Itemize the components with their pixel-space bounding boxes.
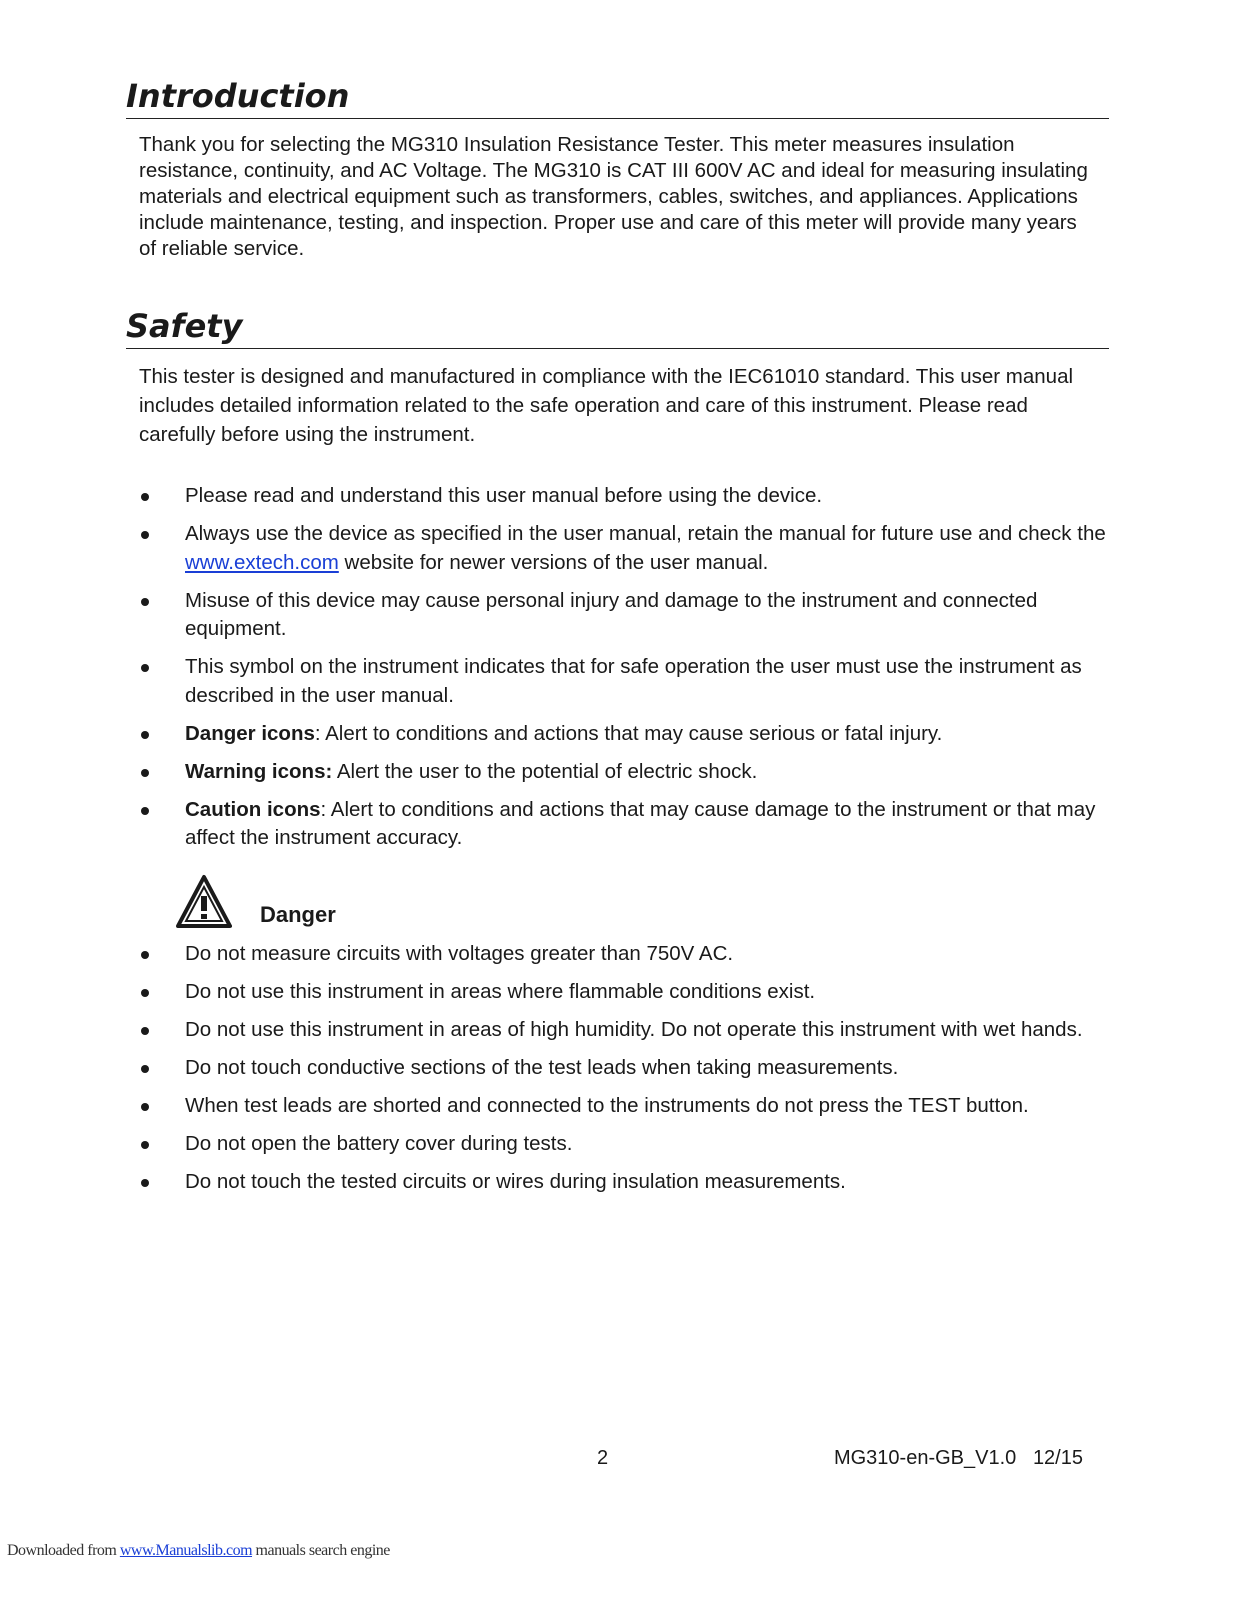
bullet-dot (141, 951, 149, 959)
list-item: Danger icons: Alert to conditions and actions that may cause serious or fatal injury. (0, 720, 1237, 749)
list-item: When test leads are shorted and connected to the instruments do not press the TEST button. (0, 1092, 1237, 1121)
safety-paragraph: This tester is designed and manufactured in compliance with the IEC61010 standard. This user manual includes detailed information related to the safe operation and care of this instrument. Please read carefully before using the instrument. (139, 365, 1074, 446)
list-item: This symbol on the instrument indicates that for safe operation the user must use the instrument as described in the user manual. (0, 653, 1237, 710)
extech-website-link[interactable]: www.extech.com (185, 550, 339, 574)
bullet-dot (141, 989, 149, 997)
warning-triangle-icon (176, 874, 232, 930)
safety-bullet-list (0, 482, 1237, 862)
list-item: Do not measure circuits with voltages greater than 750V AC. (0, 940, 1237, 969)
list-item: Always use the device as specified in the user manual, retain the manual for future use and check the www.extech.com website for newer versions of the user manual. (0, 520, 1237, 577)
bullet-dot (141, 1141, 149, 1149)
manualslib-link[interactable]: www.Manualslib.com (119, 1542, 253, 1559)
bullet-dot (141, 1103, 149, 1111)
list-item: Warning icons: Alert the user to the potential of electric shock. (0, 758, 1237, 787)
list-item: Misuse of this device may cause personal injury and damage to the instrument and connected equipment. (0, 587, 1237, 644)
bullet-dot (141, 807, 149, 815)
bullet-dot (141, 1065, 149, 1073)
bullet-dot (141, 531, 149, 539)
list-item: Do not open the battery cover during tests. (0, 1130, 1237, 1159)
download-source-note: Downloaded from www.Manualslib.com manuals search engine (7, 1542, 390, 1559)
list-item: Do not touch the tested circuits or wires during insulation measurements. (0, 1168, 1237, 1197)
list-item: Caution icons: Alert to conditions and actions that may cause damage to the instrument or that may affect the instrument accuracy. (0, 796, 1237, 853)
bullet-dot (141, 769, 149, 777)
introduction-paragraph: Thank you for selecting the MG310 Insulation Resistance Tester. This meter measures insulation resistance, continuity, and AC Voltage. The MG310 is CAT III 600V AC and ideal for measuring insulating materials and electrical equipment such as transformers, cables, switches, and appliances. Applications include maintenance, testing, and inspection. Proper use and care of this meter will provide many years of reliable service. (139, 133, 1088, 260)
danger-label: Danger (260, 902, 336, 927)
list-item: Do not touch conductive sections of the test leads when taking measurements. (0, 1054, 1237, 1083)
bullet-dot (141, 493, 149, 501)
introduction-heading: Introduction (126, 76, 1109, 119)
danger-bullet-list (0, 940, 1237, 1206)
bullet-dot (141, 664, 149, 672)
list-item: Do not use this instrument in areas of high humidity. Do not operate this instrument with wet hands. (0, 1016, 1237, 1045)
list-item: Do not use this instrument in areas where flammable conditions exist. (0, 978, 1237, 1007)
bullet-dot (141, 1179, 149, 1187)
bullet-dot (141, 598, 149, 606)
danger-header (176, 874, 576, 932)
bullet-dot (141, 1027, 149, 1035)
document-id: MG310-en-GB_V1.0 12/15 (833, 1447, 1083, 1469)
page-number: 2 (597, 1447, 609, 1469)
list-item: Please read and understand this user manual before using the device. (0, 482, 1237, 511)
safety-heading: Safety (126, 306, 1109, 349)
bullet-dot (141, 731, 149, 739)
